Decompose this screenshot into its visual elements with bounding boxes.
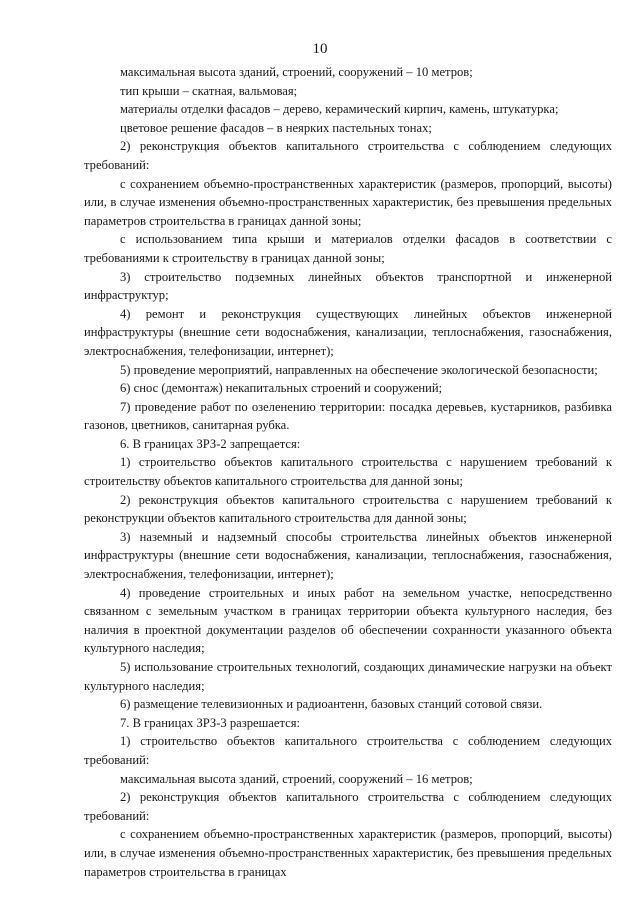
- paragraph: 5) проведение мероприятий, направленных на обеспечение экологической безопасности;: [120, 362, 598, 377]
- paragraph: 7) проведение работ по озеленению территории: посадка деревьев, кустарников, разбивка газонов, цветников, санитарная рубка.: [84, 399, 612, 433]
- paragraph: 6) размещение телевизионных и радиоантенн, базовых станций сотовой связи.: [120, 697, 543, 712]
- paragraph: с использованием типа крыши и материалов отделки фасадов в соответствии с требованиями к строительству в границах данной зоны;: [84, 232, 612, 265]
- paragraph: с сохранением объемно-пространственных характеристик (размеров, пропорций, высоты) или, в случае изменения объемно-пространственных характеристик, без превышения предельных параметров строительства в границах данной зоны;: [84, 176, 612, 228]
- paragraph: 1) строительство объектов капитального строительства с соблюдением следующих требований:: [84, 734, 612, 767]
- paragraph: материалы отделки фасадов – дерево, керамический кирпич, камень, штукатурка;: [120, 102, 559, 117]
- paragraph: с сохранением объемно-пространственных характеристик (размеров, пропорций, высоты) или, в случае изменения объемно-пространственных характеристик, без превышения предельных параметров строительства в границах: [84, 827, 612, 879]
- paragraph: максимальная высота зданий, строений, сооружений – 10 метров;: [120, 65, 473, 79]
- paragraph: 4) проведение строительных и иных работ на земельном участке, непосредственно связанном с земельным участком в границах территории объекта культурного наследия, без наличия в проектной документации разделов об обеспечении сохранности указанного объекта культурного наследия;: [84, 585, 612, 656]
- section-heading: 7. В границах ЗРЗ-3 разрешается:: [120, 715, 301, 730]
- paragraph: тип крыши – скатная, вальмовая;: [120, 83, 298, 98]
- page-number: 10: [312, 41, 328, 57]
- paragraph: 4) ремонт и реконструкция существующих линейных объектов инженерной инфраструктуры (внешние сети водоснабжения, канализации, теплоснабжения, газоснабжения, электроснабжения, телефонизации, интернет);: [84, 306, 612, 358]
- paragraph: 3) строительство подземных линейных объектов транспортной и инженерной инфраструктур;: [84, 269, 612, 303]
- paragraph: 3) наземный и надземный способы строительства линейных объектов инженерной инфраструктуры (внешние сети водоснабжения, канализации, теплоснабжения, газоснабжения, электроснабжения, телефонизации, интернет);: [84, 529, 612, 582]
- paragraph: максимальная высота зданий, строений, сооружений – 16 метров;: [120, 771, 473, 786]
- document-body: [84, 63, 612, 881]
- paragraph: 5) использование строительных технологий, создающих динамические нагрузки на объект культурного наследия;: [84, 660, 612, 693]
- paragraph: 1) строительство объектов капитального строительства с нарушением требований к строительству объектов капитального строительства для данной зоны;: [84, 455, 612, 489]
- section-heading: 6. В границах ЗРЗ-2 запрещается:: [120, 436, 301, 451]
- paragraph: 2) реконструкция объектов капитального строительства с нарушением требований к реконструкции объектов капитального строительства для данной зоны;: [84, 492, 612, 526]
- paragraph: цветовое решение фасадов – в неярких пастельных тонах;: [120, 120, 432, 135]
- paragraph: 2) реконструкция объектов капитального строительства с соблюдением следующих требований:: [84, 139, 612, 172]
- paragraph: 2) реконструкция объектов капитального строительства с соблюдением следующих требований:: [84, 790, 612, 823]
- paragraph: 6) снос (демонтаж) некапитальных строений и сооружений;: [120, 381, 443, 396]
